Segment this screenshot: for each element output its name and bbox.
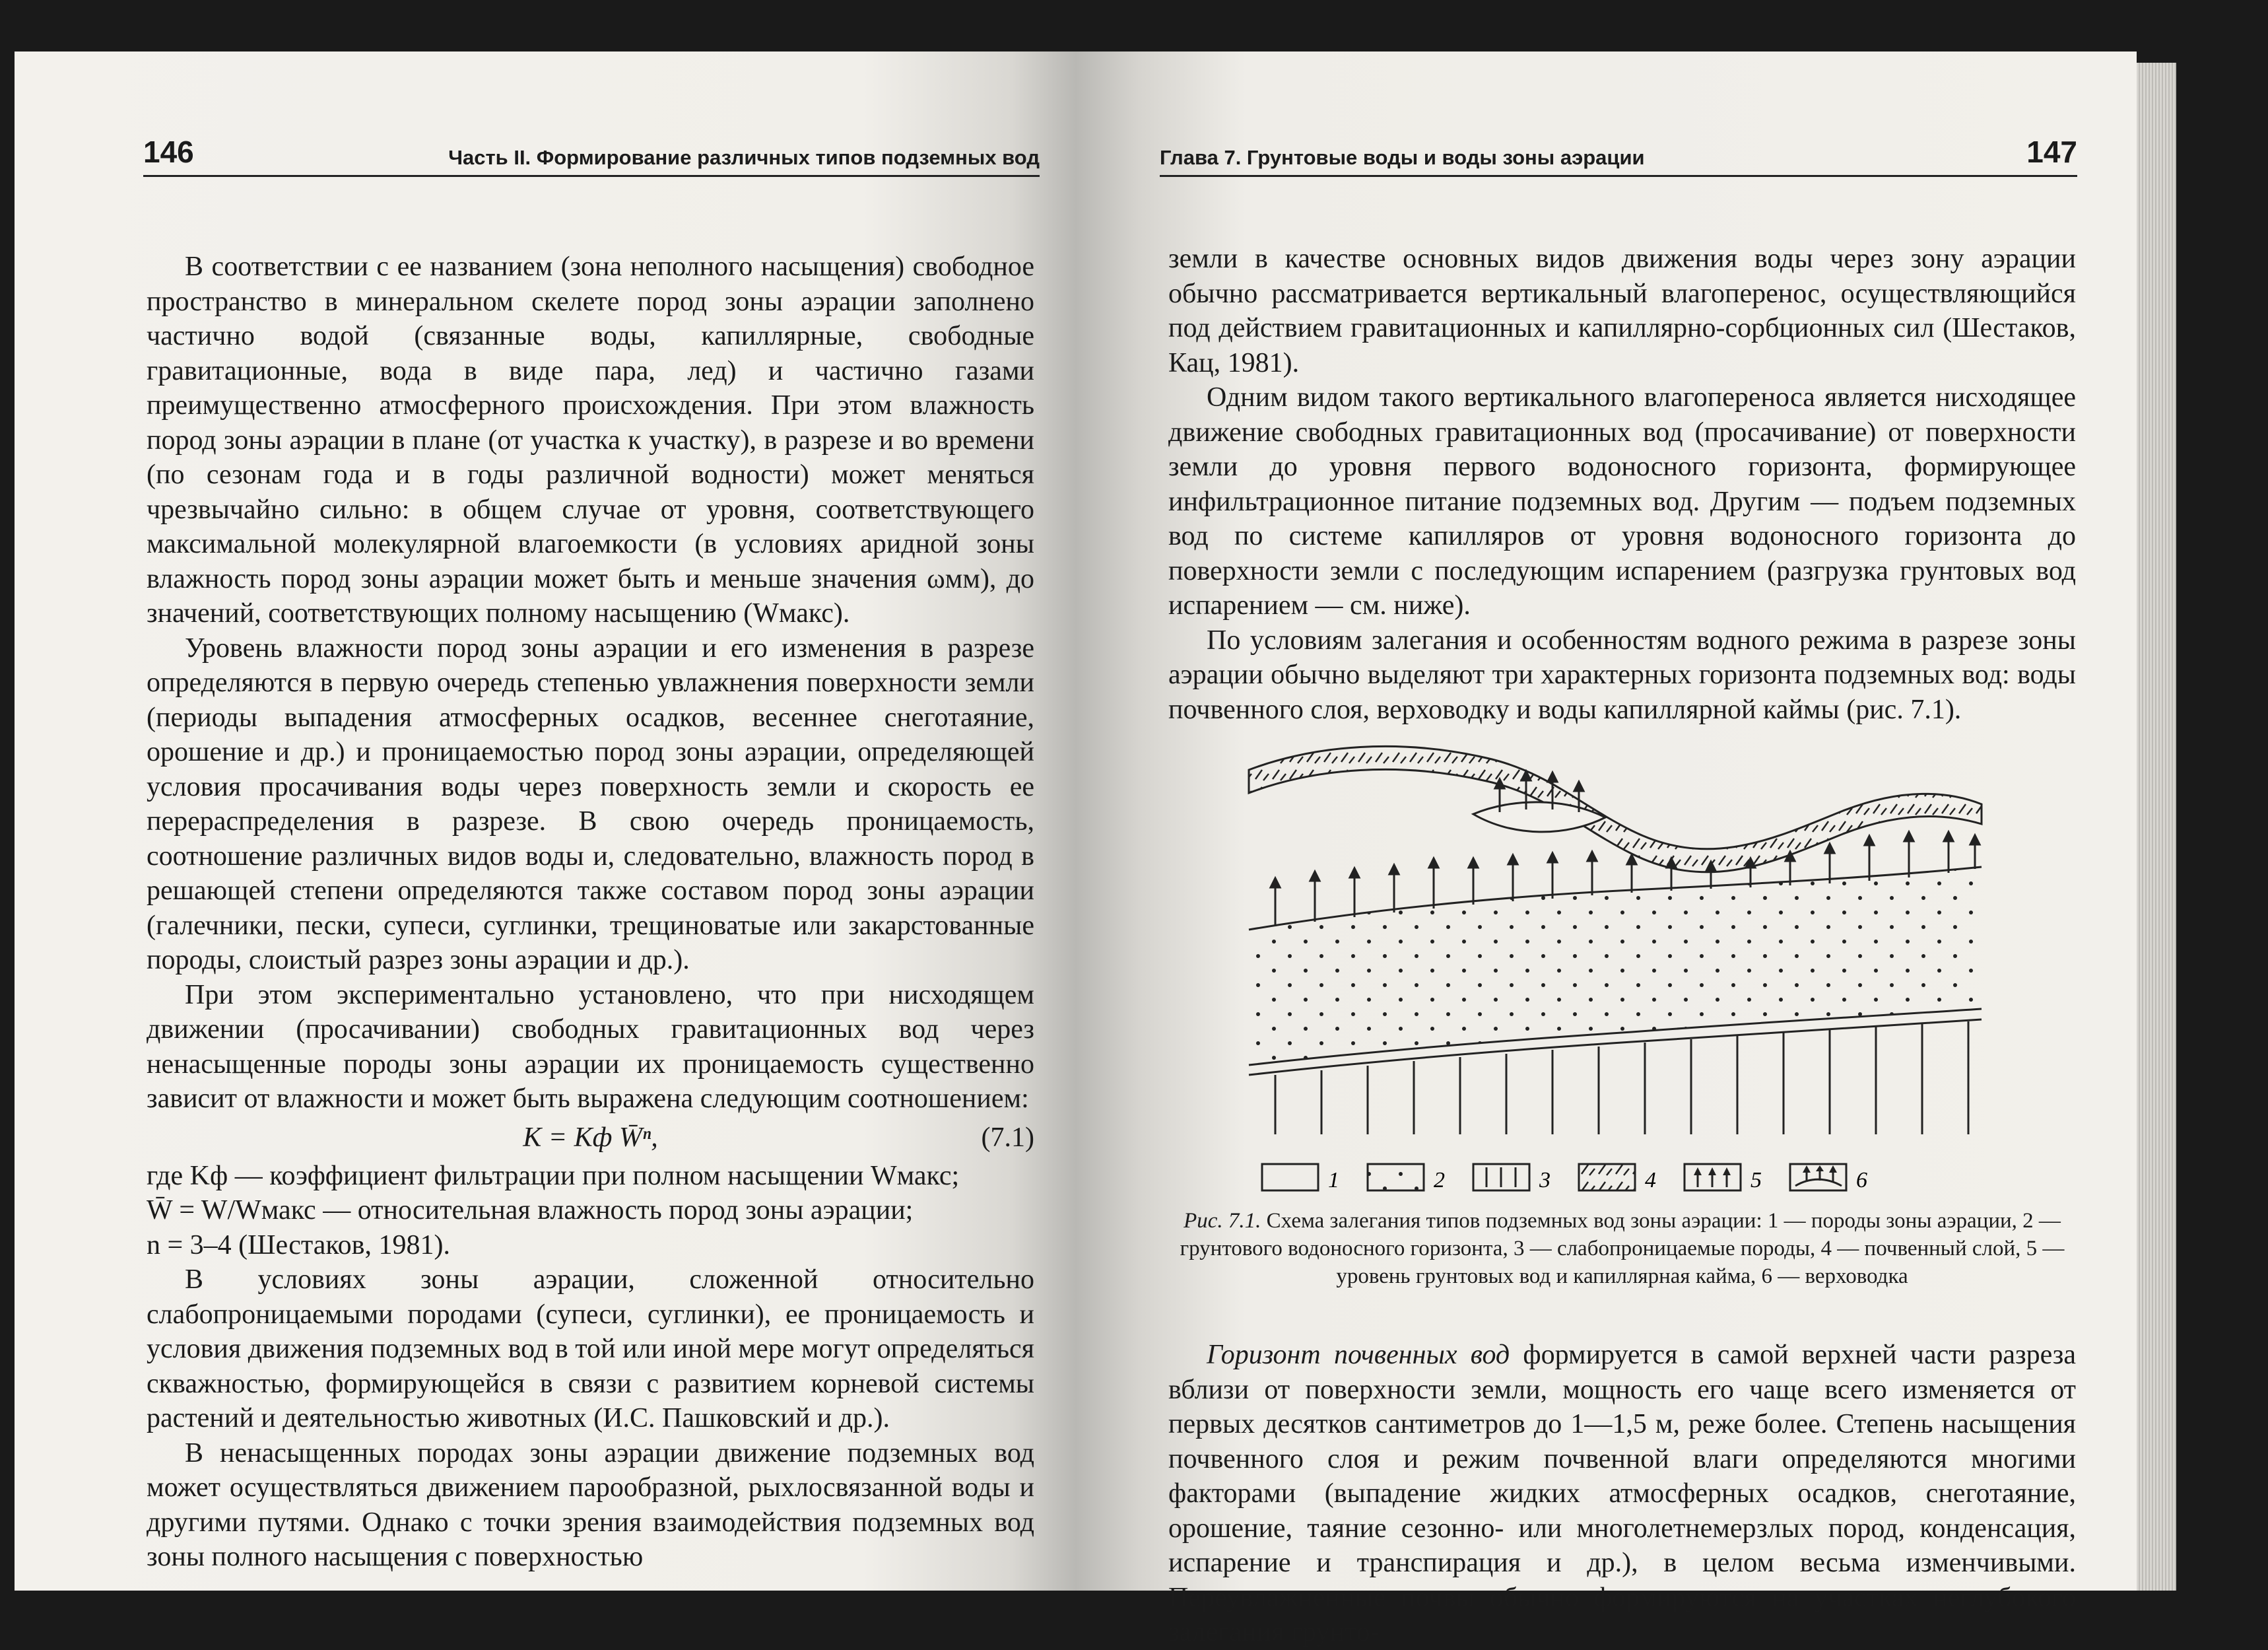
paragraph-text: формируется в самой верхней части разреза вблизи от поверхности земли, мощность его чаще всего изменяется от первых десятков сантиметров до 1—1,5 м, реже более. Степень насыщения почвенного слоя и режим почвенной влаги определяются многими факторами (выпадение жидких атмосферных осадков, снеготаяние, орошение, таяние сезонно- или многолетнемерзлых пород, конденсация, испарение и транспирация и др.), в целом весьма изменчивыми. Переувлажненные почвы обычно формируются на участках неглубокого залегания грунто-	[1168, 1340, 2077, 1647]
figure-legend	[1262, 1164, 1867, 1192]
paragraph: При этом экспериментально установлено, что при нисходящем движении (просачивании) свободных гравитационных вод через ненасыщенные породы зоны аэрации их проницаемость существенно зависит от влажности и может быть выражена следующим соотношением:	[147, 979, 1034, 1114]
legend-label: 4	[1645, 1168, 1656, 1192]
legend-box-soil	[1579, 1164, 1635, 1190]
aquifer-layer	[1249, 867, 1982, 1065]
paragraph	[1168, 1338, 2076, 1650]
caption-label: Рис. 7.1.	[1184, 1209, 1261, 1233]
formula-7-1	[147, 1117, 1034, 1159]
page-number: 147	[2026, 135, 2077, 169]
header-rule	[143, 175, 1040, 177]
running-head: Глава 7. Грунтовые воды и воды зоны аэрации	[1160, 146, 1645, 169]
legend-label: 2	[1434, 1168, 1445, 1192]
formula-expression: K = Kф W̄ⁿ,	[523, 1122, 658, 1153]
formula-explanation: n = 3–4 (Шестаков, 1981).	[147, 1229, 450, 1260]
formula-explanation: где Kф — коэффициент фильтрации при полном насыщении Wмакс;	[147, 1160, 960, 1191]
legend-label: 6	[1856, 1168, 1867, 1192]
figure-caption	[1168, 1207, 2076, 1290]
running-head: Часть II. Формирование различных типов подземных вод	[448, 146, 1040, 169]
page-edges	[2137, 63, 2176, 1591]
soil-layer	[1249, 746, 1982, 872]
legend-box-aquifer	[1368, 1164, 1424, 1190]
formula-number: (7.1)	[981, 1122, 1034, 1153]
term: Горизонт почвенных вод	[1207, 1340, 1510, 1370]
page-number: 146	[143, 135, 194, 169]
left-page-body	[147, 250, 1034, 1575]
left-page-header	[143, 134, 1040, 170]
right-page-header	[1160, 134, 2077, 170]
paragraph: Одним видом такого вертикального влагопереноса является нисходящее движение свободных гравитационных вод (просачивание) от поверхности земли до уровня первого водоносного горизонта, формирующее инфильтрационное питание подземных вод. Другим — подъем подземных вод по системе капилляров от уровня водоносного горизонта до поверхности земли с последующим испарением (разгрузка грунтовых вод испарением — см. ниже).	[1168, 382, 2076, 621]
right-page-body-continued	[1168, 1338, 2076, 1650]
paragraph: земли в качестве основных видов движения воды через зону аэрации обычно рассматривается вертикальный влагоперенос, осуществляющийся под действием гравитационных и капиллярно-сорбционных сил (Шестаков, Кац, 1981).	[1168, 244, 2076, 378]
book-spread	[15, 52, 2137, 1647]
legend-label: 1	[1328, 1168, 1339, 1192]
paragraph: По условиям залегания и особенностям водного режима в разрезе зоны аэрации обычно выделяют три характерных горизонта подземных вод: воды почвенного слоя, верховодку и воды капиллярной каймы (рис. 7.1).	[1168, 625, 2076, 725]
legend-box-aeration-rocks	[1262, 1164, 1318, 1190]
paragraph: В условиях зоны аэрации, сложенной относительно слабопроницаемыми породами (супеси, суглинки), ее проницаемость и условия движения подземных вод в той или иной мере могут определяться скважностью, формирующейся в связи с развитием корневой системы растений и деятельностью животных (И.С. Пашковский и др.).	[147, 1264, 1034, 1433]
right-page-body	[1168, 242, 2076, 727]
formula-explanation: W̄ = W/Wмакс — относительная влажность пород зоны аэрации;	[147, 1195, 914, 1225]
paragraph: В ненасыщенных породах зоны аэрации движение подземных вод может осуществляться движением парообразной, рыхлосвязанной воды и другими путями. Однако с точки зрения взаимодействия подземных вод зоны полного насыщения с поверхностью	[147, 1437, 1034, 1572]
caption-text: Схема залегания типов подземных вод зоны аэрации: 1 — породы зоны аэрации, 2 — грунтового водоносного горизонта, 3 — слабопроницаемые породы, 4 — почвенный слой, 5 — уровень грунтовых вод и капиллярная кайма, 6 — верховодка	[1180, 1209, 2065, 1288]
left-page	[15, 52, 1084, 1591]
right-page	[1084, 52, 2137, 1647]
legend-label: 3	[1539, 1168, 1551, 1192]
figure-7-1-diagram	[1236, 732, 1995, 1233]
paragraph: В соответствии с ее названием (зона неполного насыщения) свободное пространство в минеральном скелете пород зоны аэрации заполнено частично водой (связанные воды, капиллярные, свободные гравитационные, вода в виде пара, лед) и частично газами преимущественно атмосферного происхождения. При этом влажность пород зоны аэрации в плане (от участка к участку), в разрезе и во времени (по сезонам года и в годы различной водности) может меняться чрезвычайно сильно: в общем случае от уровня, соответствующего максимальной молекулярной влагоемкости (в условиях аридной зоны влажность пород зоны аэрации может быть и меньше значения ωмм), до значений, соответствующих полному насыщению (Wмакс).	[147, 252, 1034, 629]
legend-label: 5	[1751, 1168, 1762, 1192]
header-rule	[1160, 175, 2077, 177]
paragraph: Уровень влажности пород зоны аэрации и его изменения в разрезе определяются в первую очередь степенью увлажнения поверхности земли (периоды выпадения атмосферных осадков, весеннее снеготаяние, орошение и др.) и проницаемостью пород зоны аэрации, определяющей условия просачивания воды через поверхность земли и скорость ее перераспределения в разрезе. В свою очередь проницаемость, соотношение различных видов воды и, следовательно, влажность пород в решающей степени определяются также составом пород зоны аэрации (галечники, пески, супеси, суглинки, трещиноватые или закарстованные породы, слоистый разрез зоны аэрации и др.).	[147, 633, 1034, 975]
